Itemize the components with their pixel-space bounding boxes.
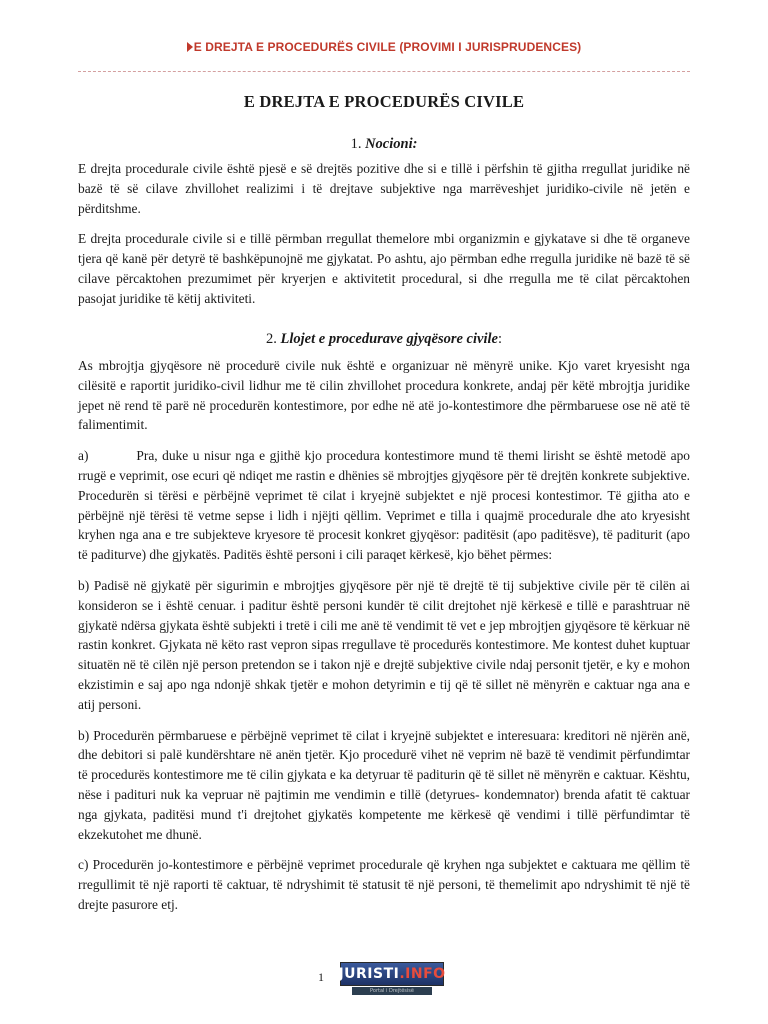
juristi-logo [340,962,444,998]
list-item [78,726,690,845]
item-text: Procedurën jo-kontestimore e përbëjnë veprimet procedurale që kryhen nga subjektet e caktuara me qëllim të rregullimit të një raporti të caktuar, të ndryshimit të statusit të një personi, të themelimit apo ndryshimit të një të drejte pasurore etj. [78,857,690,912]
item-text: Procedurën përmbaruese e përbëjnë veprimet të cilat i kryejnë subjektet e interesuara: kreditori në njërën anë, dhe debitori si palë kundërshtare në anën tjetër. Kjo procedurë vihet në veprim në bazë të vendimit përfundimtar të procedurës kontestimore me të cilin gjykata e ka detyruar të paditurin që të sillet në mënyrën e caktuar. Kështu, nëse i padituri nuk ka vepruar në pajtimin me vendimin e tillë (detyrues- kondemnator) brenda afatit të caktuar nga gjykata, paditësi mund t'i drejtohet gjykatës kompetente me kërkesë që vendimi i tillë përfundimtar të ekzekutohet me dhunë. [78,727,690,842]
paragraph: E drejta procedurale civile është pjesë e së drejtës pozitive dhe si e tillë i përfshin të gjitha rregullat juridike në bazë të së cilave zhvillohet realizimi i të drejtave subjektive nga marrëveshjet juridiko-civile në jetën e përditshme. [78,161,690,216]
section-heading-1 [78,136,690,153]
item-label: b) [78,577,90,593]
item-text: Pra, duke u nisur nga e gjithë kjo procedura kontestimore mund të themi lirisht se është metodë apo rrugë e veprimit, ose ecuri që ndiqet me rastin e dhënies së mbrojtjes gjyqësore për të drejtën konkrete subjektive. Procedurën si tërësi e përbëjnë veprimet të cilat i kryejnë subjektet e një procesi kontestimor. Të gjitha ato e përbëjnë një tërësi të vetme sepse i lidh i njëjti qëllim. Veprimet e tilla i quajmë procedurale dhe ato kryesisht kryhen nga ana e tre subjekteve kryesore të procesit konkret gjyqësor: paditësit (apo paditësve), të paditurit (apo të paditurve) dhe gjykatës. Paditës është personi i cili paraqet kërkesë, kjo bëhet përmes: [78,448,690,563]
item-text: Padisë në gjykatë për sigurimin e mbrojtjes gjyqësore për një të drejtë të tij subjektive civile për të cilën ai konsideron se i është cenuar. i paditur është personi kundër të cilit drejtohet një kërkesë e tillë e parashtruar në gjykatë ndërsa gjykata është subjekti i tretë i cili me anë të vendimit të vet e jep mbrojtjen gjyqësore të kërkuar në rastin konkret. Gjykata në këto rast vepron sipas rregullave të procedurës kontestimore. Me kontest duhet kuptuar situatën në të cilën një person pretendon se i takon një e drejtë subjektive civile ndaj personit tjetër, e ky e mohon ekzistimin e saj apo nga ndonjë shkak tjetër e mohon detyrimin e tij që të sillet në mënyrën e caktuar nga ana e atij personi. [78,577,690,712]
logo-wordmark [340,962,444,986]
arrow-bullet-icon [187,42,193,52]
section-number: 2. [266,331,277,347]
item-label: b) [78,727,90,743]
paragraph: E drejta procedurale civile si e tillë përmban rregullat themelore mbi organizmin e gjykatave si dhe të organeve tjera që kanë për detyrë të bashkëpunojnë me gjykatat. Po ashtu, ajo përmban edhe rregulla juridike në bazë të së cilave përcaktohen prezumimet për kryerjen e aktivitetit procedural, si dhe rregulla me të cilat përcaktohen pasojat juridike të këtij aktiviteti. [78,231,690,306]
logo-text-domain: .INFO [399,966,446,982]
section-2-body [78,356,690,926]
section-number: 1. [350,136,362,152]
running-header-text: E DREJTA E PROCEDURËS CIVILE (PROVIMI I JURISPRUDENCES) [193,40,582,54]
list-item [78,576,690,715]
document-title: E DREJTA E PROCEDURËS CIVILE [243,92,525,111]
header-divider [78,71,690,72]
item-label: a) [78,448,89,464]
section-title: Llojet e procedurave gjyqësore civile [280,331,498,347]
logo-text-main: JURISTI [338,966,400,982]
list-item [78,446,690,565]
paragraph: As mbrojtja gjyqësore në procedurë civile nuk është e organizuar në mënyrë unike. Kjo varet kryesisht nga cilësitë e raportit juridiko-civil lidhur me të cilin zhvillohet procedura konkrete, andaj për këtë mbrojtja juridike jepet në rend të parë në procedurën kontestimore, por edhe në atë jo-kontestimore dhe përmbaruese ose në atë të falimentimit. [78,358,690,433]
section-1-body [78,159,690,320]
section-title-suffix: : [497,331,502,347]
list-item [78,855,690,914]
running-header [78,40,690,54]
section-heading-2 [78,331,690,348]
page-number: 1 [318,970,324,984]
logo-tagline: Portal i Drejtësisë [352,987,432,995]
item-label: c) [78,857,89,873]
section-title: Nocioni: [365,136,418,152]
